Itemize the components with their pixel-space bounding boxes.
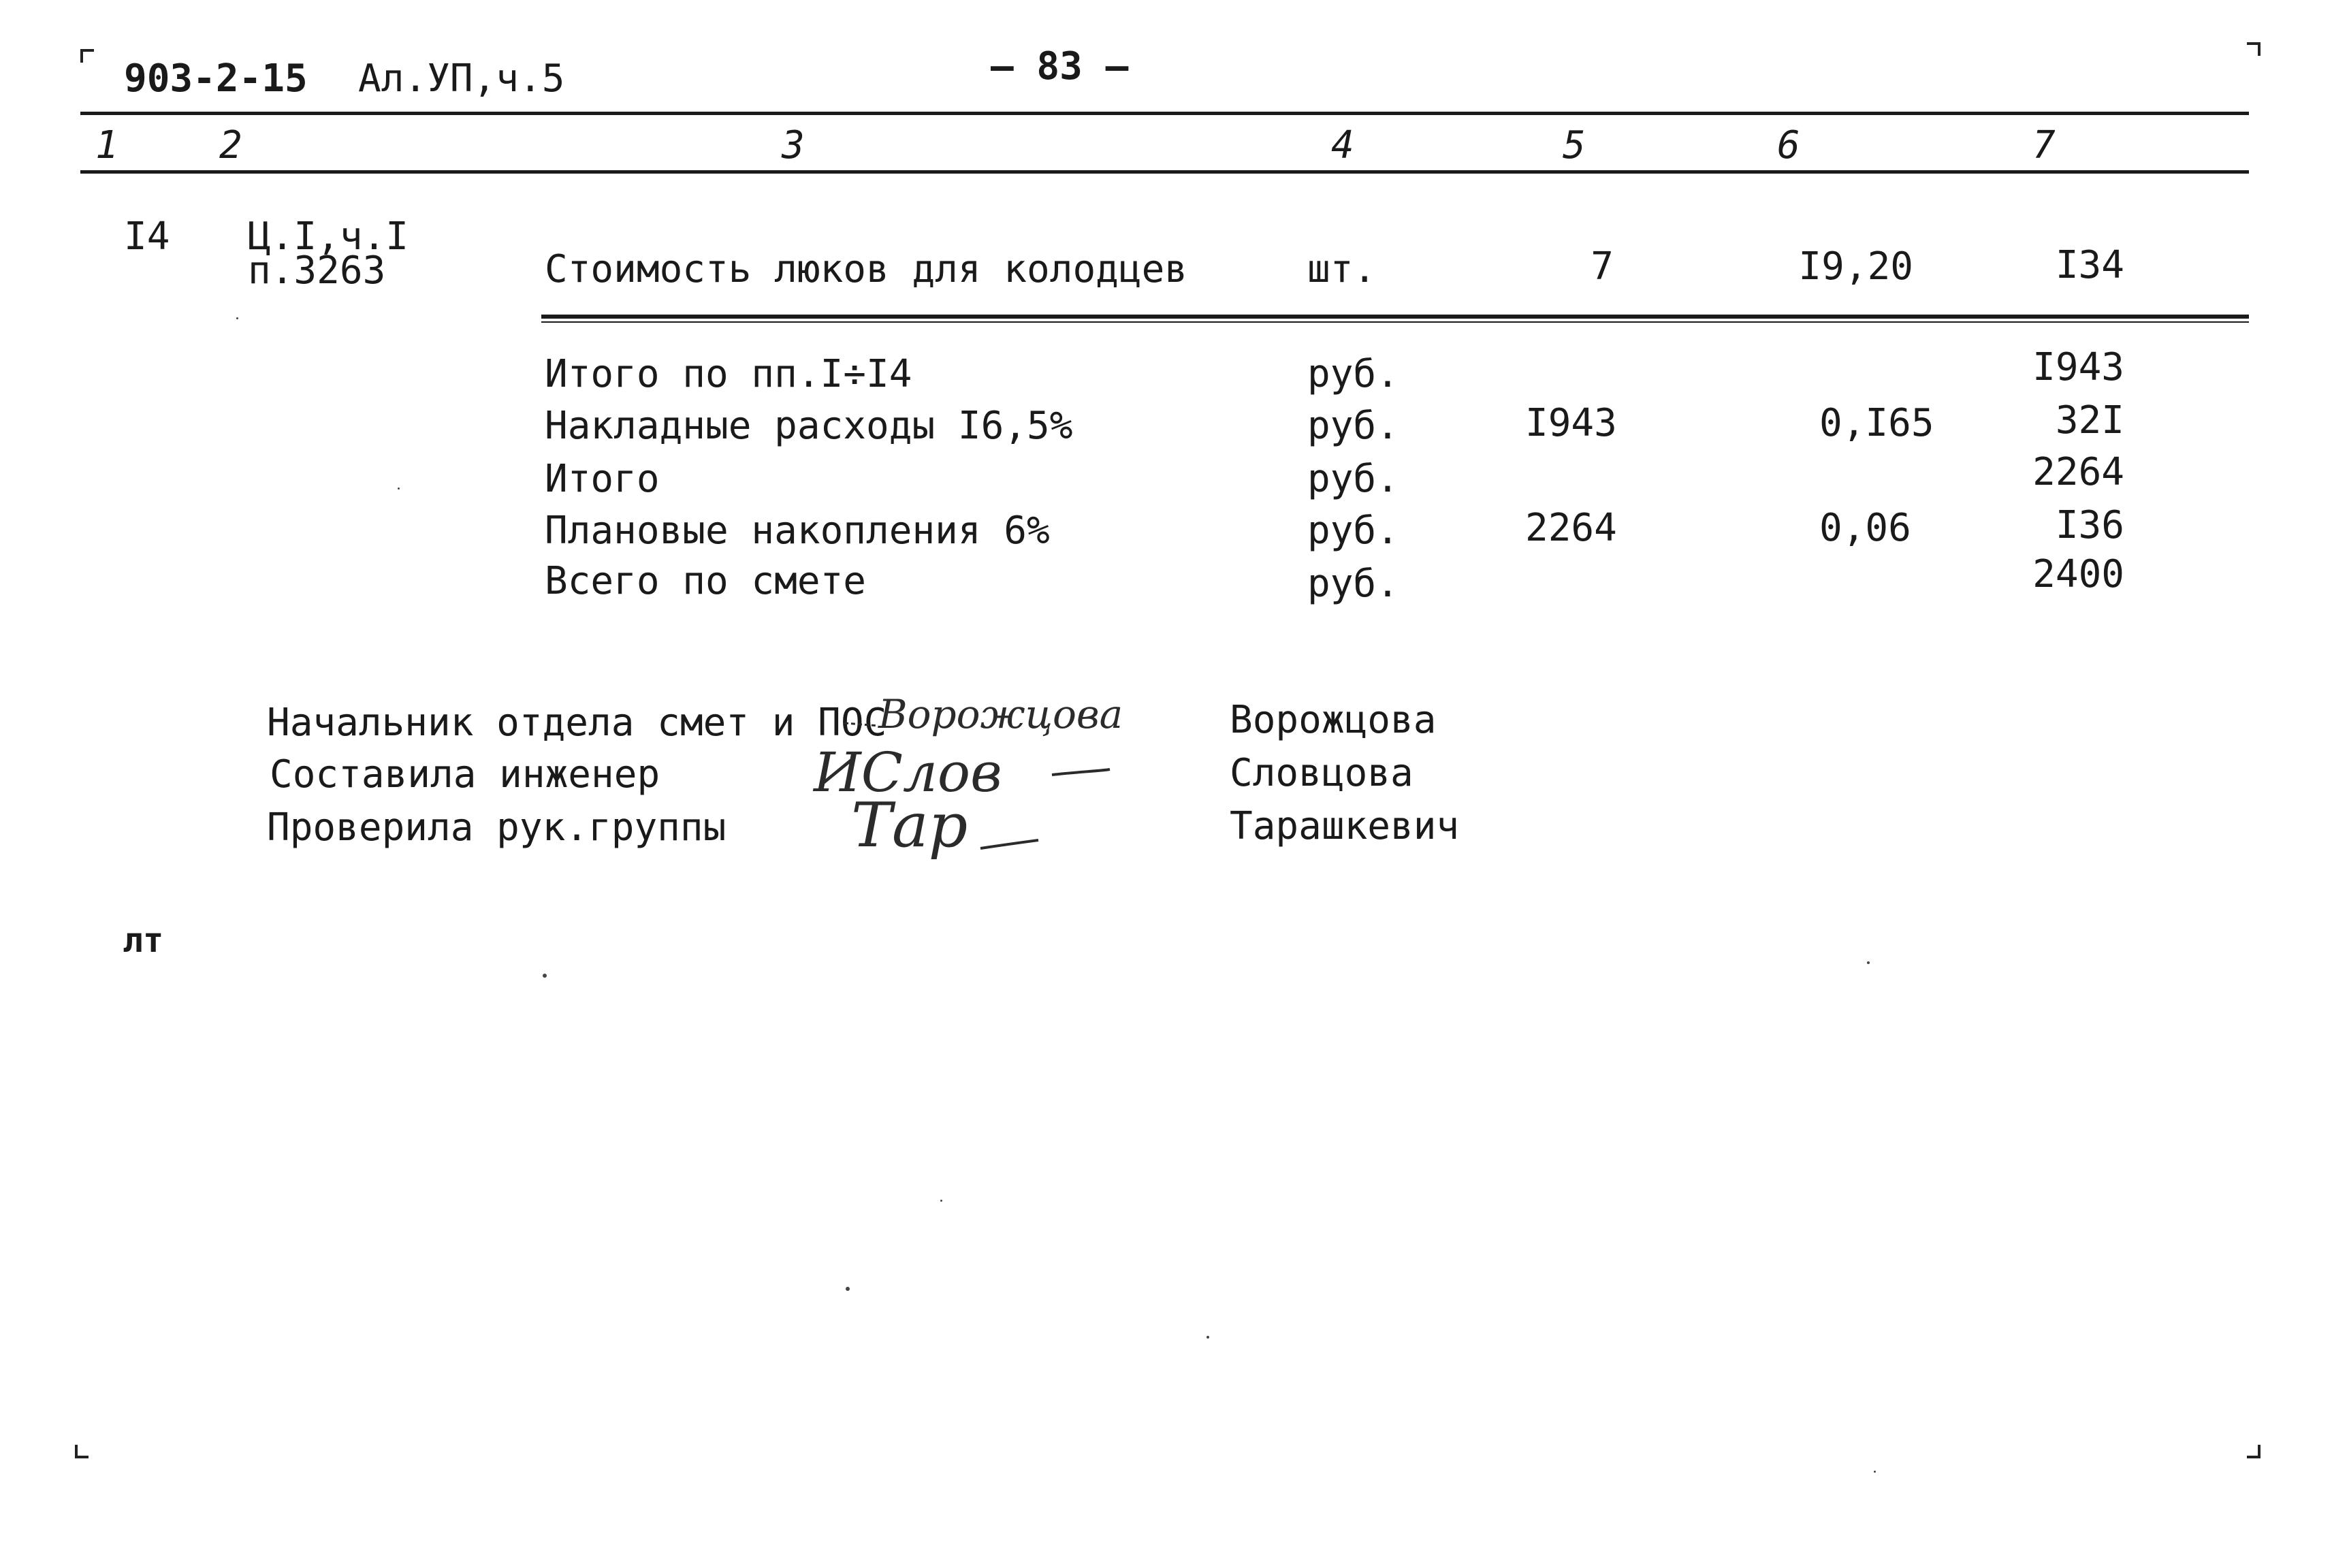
column-number-5: 5: [1563, 123, 1586, 167]
signature-role-compiler: Составила инженер: [270, 752, 660, 797]
summary-base-planned: 2264: [1525, 506, 1617, 550]
column-number-3: 3: [782, 123, 805, 167]
summary-unit-subtotal: руб.: [1307, 352, 1399, 396]
summary-total-total: 2264: [2032, 450, 2124, 494]
corner-mark-bottom-right: [2247, 1445, 2261, 1458]
summary-total-grand-total: 2400: [2032, 552, 2124, 596]
scan-speck: [846, 1287, 850, 1291]
summary-base-overhead: I943: [1525, 401, 1617, 445]
summary-label-total: Итого: [545, 457, 660, 501]
column-number-6: 6: [1777, 123, 1800, 167]
scan-speck: [1874, 1471, 1876, 1473]
summary-label-grand-total: Всего по смете: [545, 559, 867, 603]
top-rule: [80, 112, 2249, 115]
signature-name-checker: Тарашкевич: [1230, 804, 1460, 848]
scan-speck: [940, 1200, 942, 1202]
signature-name-head: Ворожцова: [1230, 698, 1437, 742]
summary-rate-planned: 0,06: [1819, 506, 1911, 550]
signature-role-checker: Проверила рук.группы: [267, 805, 726, 850]
scan-speck: [1867, 961, 1870, 964]
summary-total-subtotal: I943: [2032, 345, 2124, 389]
summary-rate-overhead: 0,I65: [1819, 401, 1934, 445]
summary-label-planned: Плановые накопления 6%: [545, 509, 1050, 553]
summary-total-overhead: 32I: [2055, 398, 2124, 443]
summary-label-subtotal: Итого по пп.I÷I4: [545, 352, 912, 396]
signature-name-compiler: Словцова: [1230, 751, 1413, 795]
item-number: I4: [124, 214, 170, 259]
item-name: Стоимость люков для колодцев: [545, 247, 1188, 291]
summary-unit-overhead: руб.: [1307, 404, 1399, 448]
item-quantity: 7: [1591, 244, 1614, 289]
signature-role-head: Начальник отдела смет и ПОС: [267, 701, 887, 745]
column-header-rule: [80, 170, 2249, 174]
summary-total-planned: I36: [2055, 503, 2124, 547]
item-unit: шт.: [1307, 247, 1377, 291]
item-price: I9,20: [1798, 244, 1913, 289]
document-code: 903-2-15: [124, 57, 308, 101]
item-total-rule-thin: [541, 321, 2249, 323]
corner-mark-top-left: [80, 49, 94, 63]
footer-mark: лт: [123, 921, 164, 960]
handwritten-signature-compiler: ИСлов: [814, 741, 1002, 804]
column-number-1: 1: [95, 123, 118, 167]
page-number: — 83 —: [991, 44, 1129, 89]
summary-unit-grand-total: руб.: [1307, 562, 1399, 606]
column-number-2: 2: [219, 123, 242, 167]
corner-mark-bottom-left: [75, 1445, 89, 1458]
scan-speck: [1207, 1336, 1209, 1339]
item-total: I34: [2055, 243, 2124, 287]
summary-unit-planned: руб.: [1307, 509, 1399, 553]
document-section: Ал.УП,ч.5: [358, 57, 565, 101]
item-total-rule: [541, 315, 2249, 319]
item-reference-line1: Ц.I,ч.I: [248, 214, 409, 259]
handwritten-signature-checker: Тар: [851, 790, 968, 861]
scan-speck: [398, 487, 400, 490]
corner-mark-top-right: [2247, 42, 2261, 56]
column-number-4: 4: [1331, 123, 1354, 167]
handwritten-signature-head: Ворожцова: [878, 691, 1123, 737]
summary-unit-total: руб.: [1307, 457, 1399, 501]
column-number-7: 7: [2032, 123, 2056, 167]
summary-label-overhead: Накладные расходы I6,5%: [545, 404, 1073, 448]
scan-speck: [543, 974, 547, 978]
item-reference-line2: п.3263: [248, 249, 386, 293]
scan-speck: [236, 317, 238, 319]
